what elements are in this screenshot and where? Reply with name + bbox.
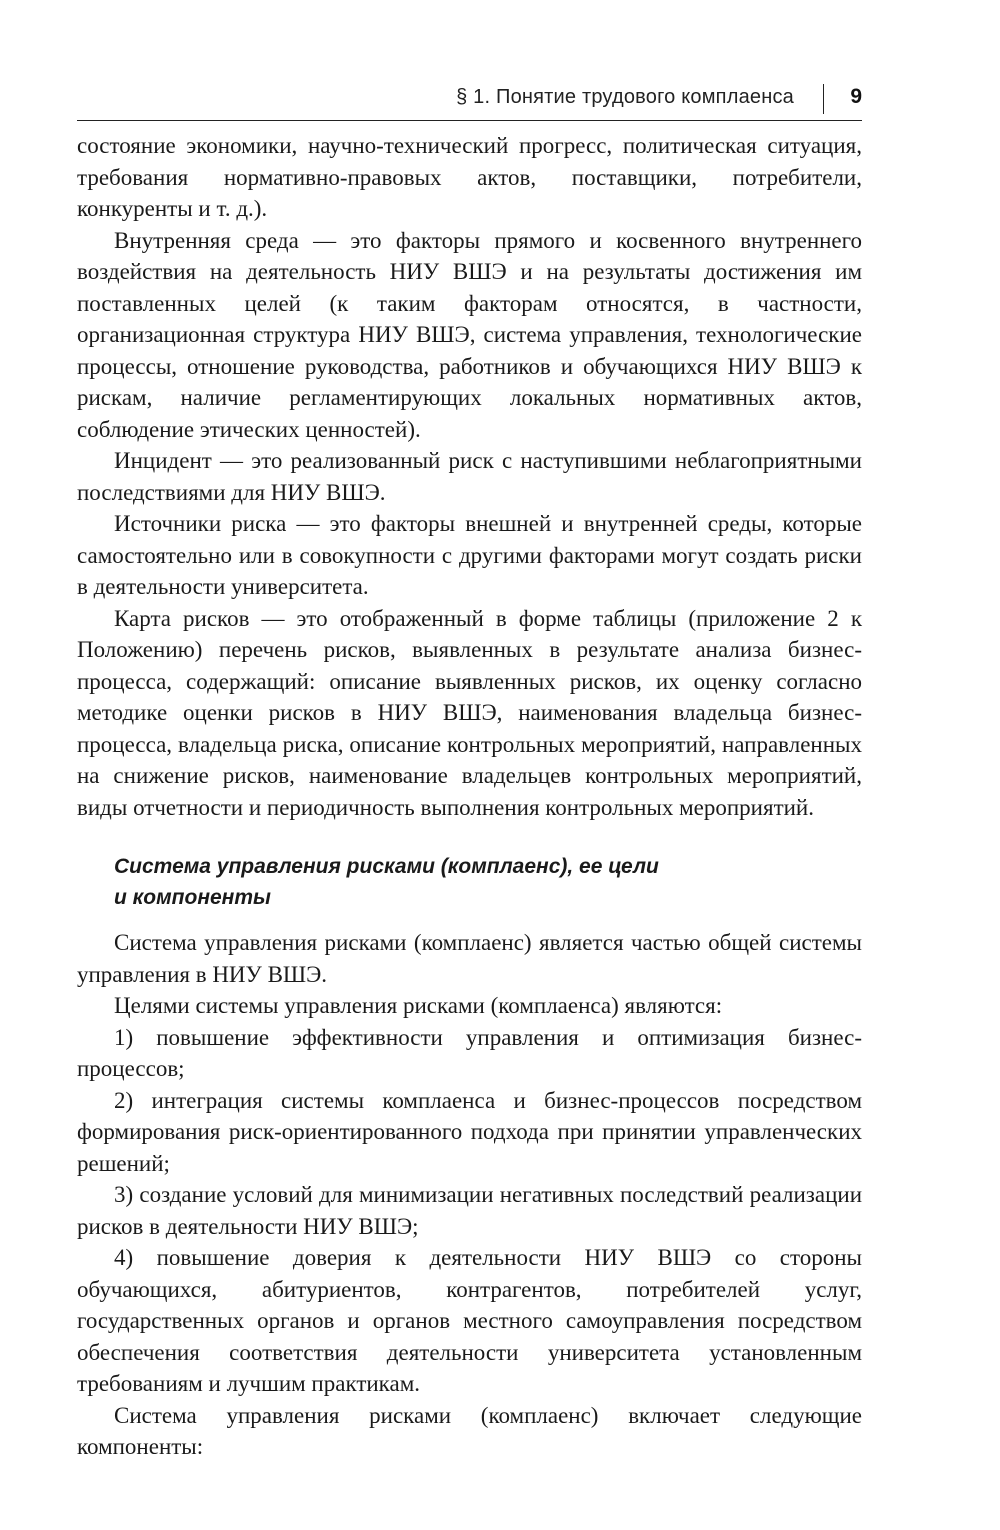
paragraph-risk-sources: Источники риска — это факторы внешней и внутренней среды, которые самостоятельно или в совокупности с другими факторами могут создать риски в деятельности университета. bbox=[77, 511, 862, 599]
paragraph-goals-intro: Целями системы управления рисками (комплаенса) являются: bbox=[114, 993, 723, 1018]
section-heading-line2: и компоненты bbox=[114, 886, 271, 909]
paragraph-system-part: Система управления рисками (комплаенс) является частью общей системы управления в НИУ ВШЭ. bbox=[77, 930, 862, 987]
body-text bbox=[77, 130, 862, 1463]
running-header-title: § 1. Понятие трудового комплаенса bbox=[456, 86, 794, 108]
header-separator bbox=[823, 84, 825, 114]
paragraph-internal-environment: Внутренняя среда — это факторы прямого и косвенного внутреннего воздействия на деятельность НИУ ВШЭ и на результаты достижения им поставленных целей (к таким факторам относятся, в частности, организационная структура НИУ ВШЭ, система управления, технологические процессы, отношение руководства, работников и обучающихся НИУ ВШЭ к рискам, наличие регламентирующих локальных нормативных актов, соблюдение этических ценностей). bbox=[77, 227, 862, 442]
section-heading bbox=[77, 851, 862, 913]
running-header bbox=[77, 84, 862, 121]
list-item: 2) интеграция системы комплаенса и бизнес-процессов посредством формирования риск-ориентированного подхода при принятии управленческих решений; bbox=[77, 1087, 862, 1176]
list-item: 4) повышение доверия к деятельности НИУ ВШЭ со стороны обучающихся, абитуриентов, контрагентов, потребителей услуг, государственных органов и органов местного самоуправления посредством обеспечения соответствия деятельности университета установленным требованиям и лучшим практикам. bbox=[77, 1245, 862, 1396]
paragraph-incident: Инцидент — это реализованный риск с наступившими неблагоприятными последствиями для НИУ ВШЭ. bbox=[77, 448, 862, 505]
section-heading-line1: Система управления рисками (комплаенс), ее цели bbox=[114, 855, 659, 878]
paragraph-risk-map: Карта рисков — это отображенный в форме таблицы (приложение 2 к Положению) перечень рисков, выявленных в результате анализа бизнес-процесса, содержащий: описание выявленных рисков, их оценку согласно методике оценки рисков в НИУ ВШЭ, наименования владельца бизнес-процесса, владельца риска, описание контрольных мероприятий, направленных на снижение рисков, наименование владельцев контрольных мероприятий, виды отчетности и периодичность выполнения контрольных мероприятий. bbox=[77, 605, 862, 820]
page-number: 9 bbox=[850, 85, 862, 108]
list-item: 3) создание условий для минимизации негативных последствий реализации рисков в деятельности НИУ ВШЭ; bbox=[77, 1182, 862, 1239]
paragraph-components-intro: Система управления рисками (комплаенс) включает следующие компоненты: bbox=[77, 1402, 862, 1459]
paragraph-continuation: состояние экономики, научно-технический прогресс, политическая ситуация, требования нормативно-правовых актов, поставщики, потребители, конкуренты и т. д.). bbox=[77, 133, 862, 221]
list-item: 1) повышение эффективности управления и оптимизация бизнес-процессов; bbox=[77, 1024, 862, 1081]
